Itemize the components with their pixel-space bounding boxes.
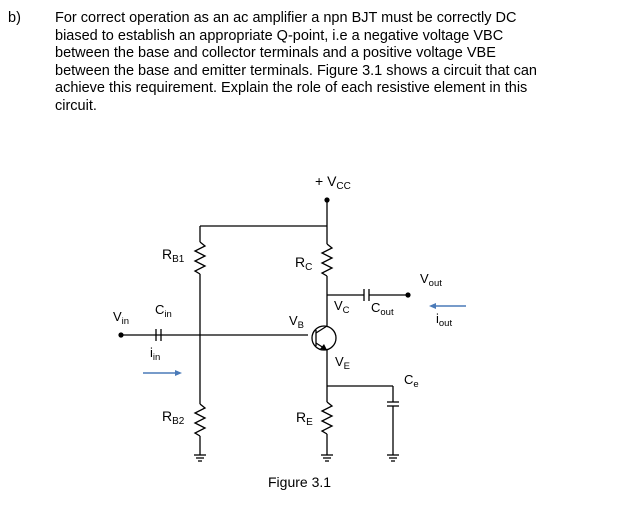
vcc-label: + $V_{CC}$ [315,173,351,192]
vout-label: $V_{out}$ [420,271,442,289]
ground-re [321,455,333,461]
iout-label: $i_{out}$ [436,311,453,329]
rb2-resistor [195,404,205,436]
vc-label: $V_C$ [334,298,350,316]
rb2-label: $R_{B2}$ [162,408,185,427]
iin-label: $i_{in}$ [150,345,161,363]
ground-ce [387,455,399,461]
cin-label: $C_{in}$ [155,302,172,320]
rc-resistor [322,244,332,276]
re-label: $R_E$ [296,409,313,428]
vin-terminal [118,332,123,337]
re-resistor [322,402,332,434]
vb-label: $V_B$ [289,313,305,331]
emitter-arrow [320,344,327,350]
ve-label: $V_E$ [335,354,351,372]
question-label: b) [8,10,21,26]
ground-rb2 [194,455,206,461]
vcc-terminal [324,197,329,202]
cout-label: $C_{out}$ [371,300,394,318]
rb1-resistor [195,242,205,274]
rb1-label: $R_{B1}$ [162,246,185,265]
question-text: For correct operation as an ac amplifier a npn BJT must be correctly DC biased to establish an appropriate Q-point, i.e a negative voltage VBC between the base and collector terminals and a positive voltage VBE between the base and emitter terminals. Figure 3.1 shows a circuit that can achieve this requirement. Explain the role of each resistive element in this circuit. [55,10,537,114]
vout-terminal [405,292,410,297]
ce-label: $C_e$ [404,372,419,390]
rc-label: $R_C$ [295,254,313,273]
vin-label: $V_{in}$ [113,309,130,327]
figure-caption: Figure 3.1 [268,474,332,490]
